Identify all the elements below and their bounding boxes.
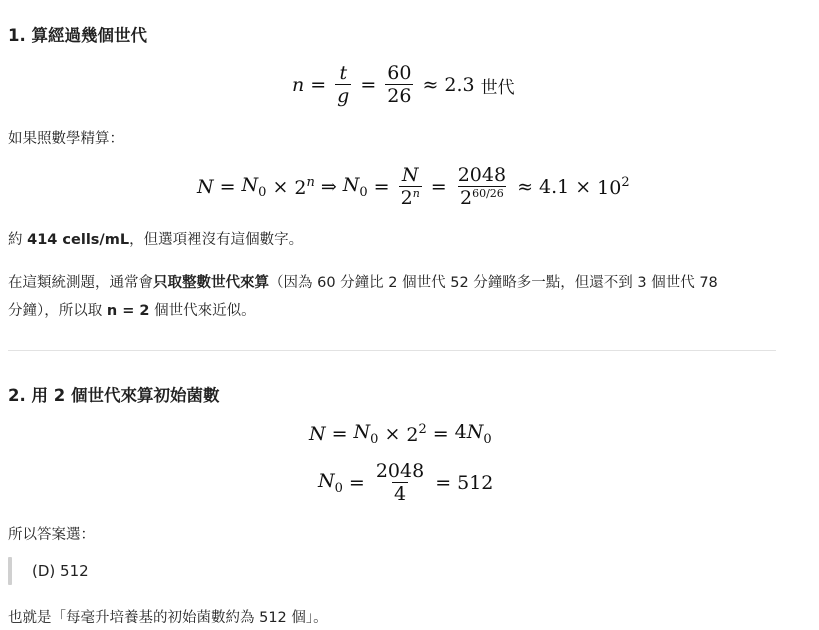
n-equals-2-bold: n = 2 bbox=[106, 303, 150, 319]
eq3-two-squared: $2^2$ bbox=[406, 422, 427, 446]
eq2-value: 4.1 bbox=[538, 176, 570, 198]
eq3-N: N bbox=[309, 423, 326, 445]
eq1-n: n bbox=[292, 74, 305, 96]
eq3-equals: = bbox=[331, 423, 348, 445]
eq2-times-2: × bbox=[575, 176, 592, 198]
eq2-equals-2: = bbox=[373, 176, 390, 198]
eq4-equals-2: = bbox=[435, 472, 452, 494]
equation-two-generations bbox=[309, 420, 492, 448]
explanation-line-1: 在這類統測題，通常會只取整數世代來算（因為 60 分鐘比 2 個世代 52 分鐘略多一點，但還不到 3 個世代 78 bbox=[8, 275, 718, 291]
eq2-N0: $N_0$ bbox=[241, 174, 267, 200]
eq4-value: 512 bbox=[457, 472, 494, 494]
eq3-N0: $N_0$ bbox=[353, 421, 379, 447]
integer-generation-bold: 只取整數世代來算 bbox=[153, 275, 269, 291]
section-divider bbox=[8, 350, 776, 351]
eq1-den: 26 bbox=[387, 85, 412, 107]
eq1-fraction-t-g bbox=[335, 63, 351, 107]
eq4-fraction: $\frac{2048}{4}$ bbox=[375, 460, 425, 505]
eq2-ten-pow: $10^2$ bbox=[597, 175, 630, 199]
eq1-t: t bbox=[339, 62, 348, 85]
eq2-fraction-2048: $\frac{2048}{2^{60/26}}$ bbox=[457, 164, 507, 209]
eq2-approx: ≈ bbox=[517, 176, 533, 198]
eq1-equals: = bbox=[310, 74, 327, 96]
eq1-num: 60 bbox=[387, 62, 412, 85]
eq1-fraction-60-26 bbox=[385, 63, 413, 107]
eq2-N: N bbox=[197, 176, 214, 198]
eq3-4N0: $4N_0$ bbox=[454, 421, 492, 447]
eq4-equals: = bbox=[348, 472, 365, 494]
eq2-fraction-N-2n: $\frac{N}{2^n}$ bbox=[400, 164, 420, 209]
eq1-equals-2: = bbox=[360, 74, 377, 96]
blockquote-bar bbox=[8, 557, 12, 585]
eq1-approx: ≈ bbox=[422, 74, 439, 96]
answer-intro: 所以答案選： bbox=[8, 527, 95, 543]
eq2-equals: = bbox=[219, 176, 236, 198]
eq4-N0: $N_0$ bbox=[318, 470, 343, 496]
approx-result-line: 約 414 cells/mL，但選項裡沒有這個數字。 bbox=[8, 232, 304, 248]
section-1-heading: 1. 算經過幾個世代 bbox=[8, 26, 147, 45]
eq3-times: × bbox=[384, 423, 401, 445]
precise-calc-intro: 如果照數學精算： bbox=[8, 131, 124, 147]
equation-initial-count-precise bbox=[197, 160, 630, 214]
eq1-unit: 世代 bbox=[480, 77, 515, 98]
equation-initial-count bbox=[318, 458, 493, 508]
eq2-equals-3: = bbox=[430, 176, 447, 198]
eq2-times: × bbox=[272, 176, 289, 198]
answer-blockquote: (D) 512 bbox=[32, 562, 89, 580]
explanation-line-2: 分鐘），所以取 n = 2 個世代來近似。 bbox=[8, 303, 256, 319]
eq2-implies: ⇒ bbox=[320, 176, 337, 198]
section-2-heading: 2. 用 2 個世代來算初始菌數 bbox=[8, 386, 220, 405]
approx-result-bold: 414 cells/mL bbox=[27, 232, 130, 248]
eq2-two-pow-n: 2$^n$ bbox=[294, 175, 315, 199]
eq2-N0-b: $N_0$ bbox=[342, 174, 368, 200]
eq1-g: g bbox=[337, 85, 350, 107]
eq1-value: 2.3 bbox=[444, 74, 475, 96]
closing-line: 也就是「每毫升培養基的初始菌數約為 512 個」。 bbox=[8, 610, 328, 626]
eq3-equals-2: = bbox=[432, 423, 449, 445]
equation-generations bbox=[292, 60, 515, 110]
